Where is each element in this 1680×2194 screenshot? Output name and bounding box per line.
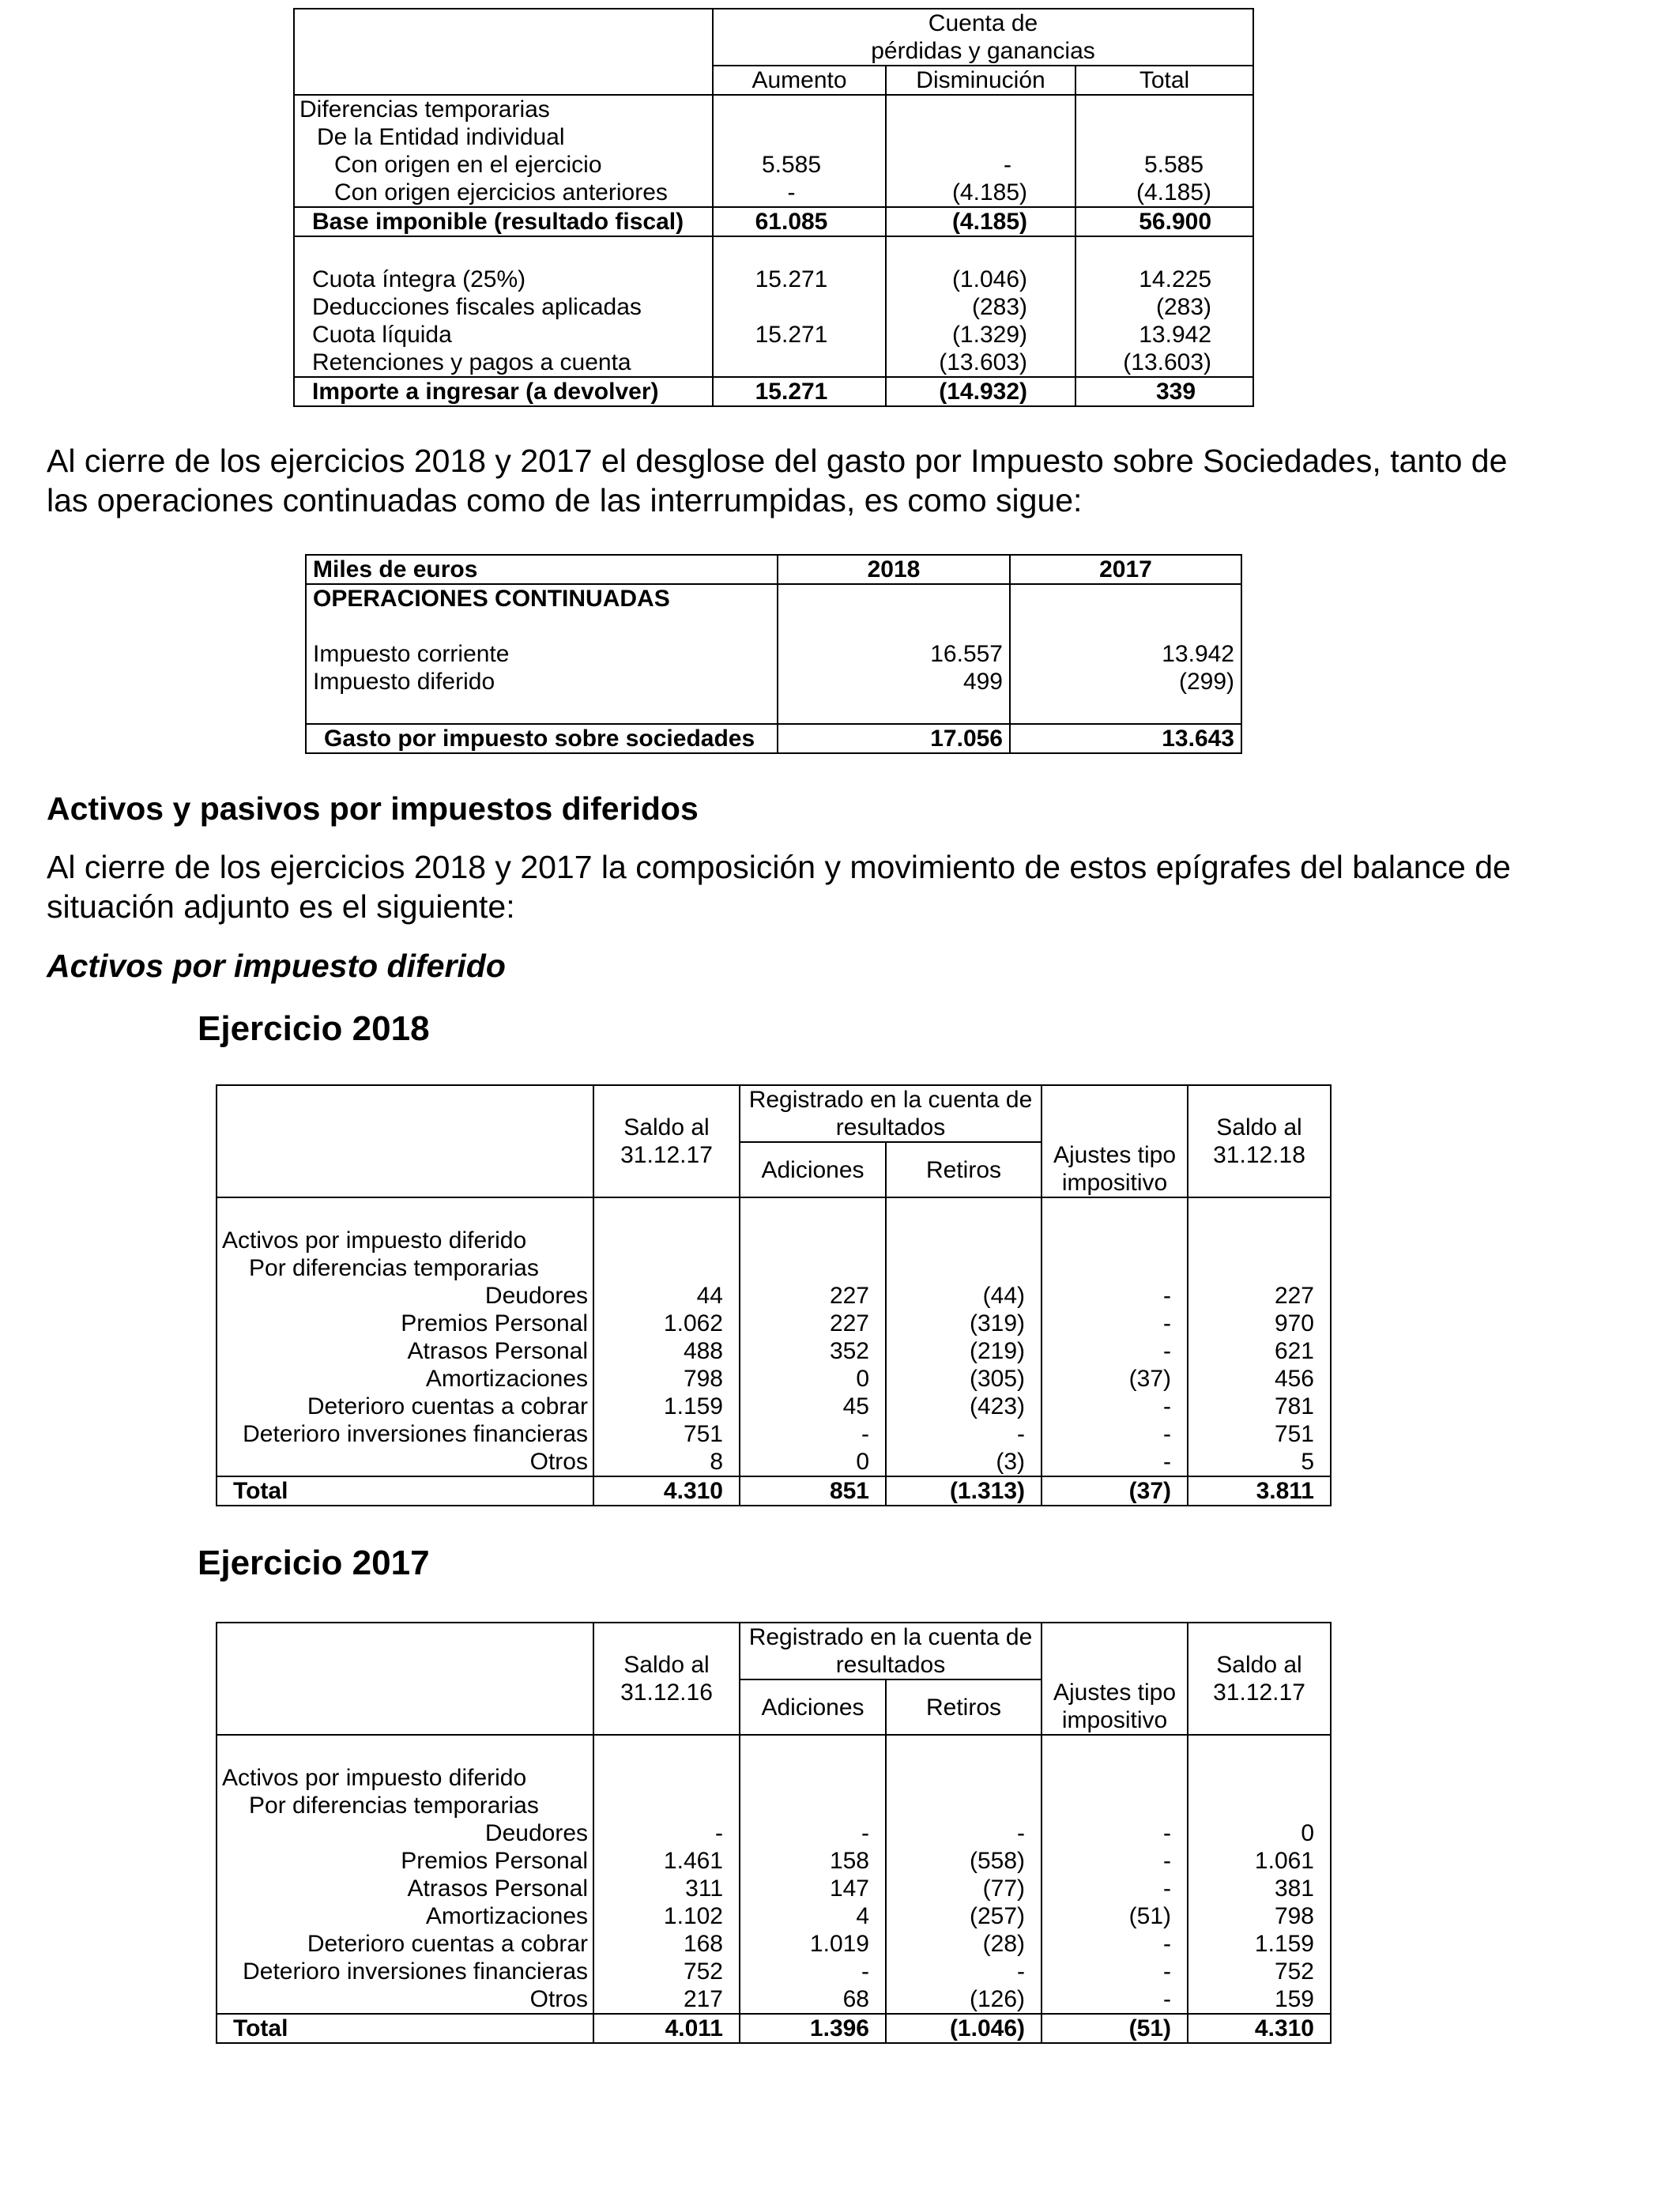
ej2017-ajustes-block: - - - (51) - - - <box>1042 1735 1188 2014</box>
ej2018-total-final: 3.811 <box>1188 1476 1331 1506</box>
deferred-assets-2017-table <box>216 1622 1332 2044</box>
table1-total-block: 5.585 (4.185) <box>1075 95 1253 207</box>
table2-total-2017: 13.643 <box>1010 724 1241 753</box>
ej2018-total-saldo: 4.310 <box>593 1476 740 1506</box>
table1-disminucion-block: - (4.185) <box>886 95 1075 207</box>
ej2018-saldo-block: 44 1.062 488 798 1.159 751 8 <box>593 1197 740 1476</box>
ej2017-total-saldo: 4.011 <box>593 2014 740 2043</box>
table1-importe-aumento: 15.271 <box>713 377 886 406</box>
ej2018-col-registrado: Registrado en la cuenta de resultados <box>740 1085 1042 1142</box>
ej2018-col-ajustes: Ajustes tipo impositivo <box>1042 1085 1188 1197</box>
ej2017-retiros-block: - (558) (77) (257) (28) - (126) <box>886 1735 1042 2014</box>
ej2017-total-final: 4.310 <box>1188 2014 1331 2043</box>
heading-activos-pasivos: Activos y pasivos por impuestos diferidos <box>47 790 699 827</box>
table2-total-2018: 17.056 <box>778 724 1010 753</box>
ej2017-total-label: Total <box>217 2014 593 2043</box>
heading-ejercicio-2018: Ejercicio 2018 <box>198 1009 430 1048</box>
ej2017-adiciones-block: - 158 147 4 1.019 - 68 <box>740 1735 886 2014</box>
ej2018-total-adiciones: 851 <box>740 1476 886 1506</box>
table1-cuota-aumento: 15.271 15.271 <box>713 236 886 377</box>
table1-cuota-disminucion: (1.046) (283) (1.329) (13.603) <box>886 236 1075 377</box>
ej2018-adiciones-block: 227 227 352 0 45 - 0 <box>740 1197 886 1476</box>
ej2018-total-label: Total <box>217 1476 593 1506</box>
ej2017-col-retiros: Retiros <box>886 1679 1042 1735</box>
paragraph-gasto: Al cierre de los ejercicios 2018 y 2017 el desglose del gasto por Impuesto sobre Sociedades, tanto de las operaciones continuadas como de las interrumpidas, es como sigue: <box>47 443 1508 518</box>
table1-base-label: Base imponible (resultado fiscal) <box>294 207 713 236</box>
table2-col-2017: 2017 <box>1010 555 1241 584</box>
ej2017-header-blank <box>217 1623 593 1735</box>
ej2017-col-saldo-ini: Saldo al 31.12.16 <box>593 1623 740 1735</box>
ej2017-final-block: 0 1.061 381 798 1.159 752 159 <box>1188 1735 1331 2014</box>
table1-base-disminucion: (4.185) <box>886 207 1075 236</box>
ej2018-col-adiciones: Adiciones <box>740 1142 886 1197</box>
deferred-assets-2018-table <box>216 1084 1332 1506</box>
ej2018-total-retiros: (1.313) <box>886 1476 1042 1506</box>
table2-total-label: Gasto por impuesto sobre sociedades <box>306 724 778 753</box>
table1-col-total: Total <box>1075 66 1253 95</box>
table2-labels-block: OPERACIONES CONTINUADAS Impuesto corriente Impuesto diferido <box>306 584 778 724</box>
table1-cuota-labels: Cuota íntegra (25%) Deducciones fiscales aplicadas Cuota líquida Retenciones y pagos a cuenta <box>294 236 713 377</box>
table2-header-label: Miles de euros <box>306 555 778 584</box>
ej2018-header-blank <box>217 1085 593 1197</box>
tax-base-table <box>293 8 1254 407</box>
tax-expense-table <box>305 554 1242 754</box>
table1-importe-total: 339 <box>1075 377 1253 406</box>
table2-col-2018: 2018 <box>778 555 1010 584</box>
ej2018-labels-block: Activos por impuesto diferido Por diferencias temporarias Deudores Premios Personal Atrasos Personal Amortizaciones Deterioro cuentas a cobrar Deterioro inversiones financieras Otros <box>217 1197 593 1476</box>
ej2017-total-retiros: (1.046) <box>886 2014 1042 2043</box>
ej2017-total-adiciones: 1.396 <box>740 2014 886 2043</box>
table1-aumento-block: 5.585 - <box>713 95 886 207</box>
table1-labels-block: Diferencias temporarias De la Entidad individual Con origen en el ejercicio Con origen ejercicios anteriores <box>294 95 713 207</box>
table1-base-aumento: 61.085 <box>713 207 886 236</box>
table1-col-disminucion: Disminución <box>886 66 1075 95</box>
ej2017-total-ajustes: (51) <box>1042 2014 1188 2043</box>
ej2017-col-saldo-fin: Saldo al 31.12.17 <box>1188 1623 1331 1735</box>
table1-header-group: Cuenta de pérdidas y ganancias <box>713 9 1253 66</box>
heading-activos-diferido: Activos por impuesto diferido <box>47 948 506 984</box>
table2-2018-block: 16.557 499 <box>778 584 1010 724</box>
table1-importe-label: Importe a ingresar (a devolver) <box>294 377 713 406</box>
table2-2017-block: 13.942 (299) <box>1010 584 1241 724</box>
ej2017-col-ajustes: Ajustes tipo impositivo <box>1042 1623 1188 1735</box>
ej2017-col-registrado: Registrado en la cuenta de resultados <box>740 1623 1042 1679</box>
ej2017-col-adiciones: Adiciones <box>740 1679 886 1735</box>
ej2017-saldo-block: - 1.461 311 1.102 168 752 217 <box>593 1735 740 2014</box>
ej2018-final-block: 227 970 621 456 781 751 5 <box>1188 1197 1331 1476</box>
paragraph-composicion: Al cierre de los ejercicios 2018 y 2017 la composición y movimiento de estos epígrafes del balance de situación adjunto es el siguiente: <box>47 849 1511 925</box>
ej2018-total-ajustes: (37) <box>1042 1476 1188 1506</box>
ej2018-retiros-block: (44) (319) (219) (305) (423) - (3) <box>886 1197 1042 1476</box>
table1-col-aumento: Aumento <box>713 66 886 95</box>
ej2018-col-saldo-ini: Saldo al 31.12.17 <box>593 1085 740 1197</box>
table1-cuota-total: 14.225 (283) 13.942 (13.603) <box>1075 236 1253 377</box>
table1-importe-disminucion: (14.932) <box>886 377 1075 406</box>
ej2018-ajustes-block: - - - (37) - - - <box>1042 1197 1188 1476</box>
ej2018-col-retiros: Retiros <box>886 1142 1042 1197</box>
ej2017-labels-block: Activos por impuesto diferido Por diferencias temporarias Deudores Premios Personal Atrasos Personal Amortizaciones Deterioro cuentas a cobrar Deterioro inversiones financieras Otros <box>217 1735 593 2014</box>
heading-ejercicio-2017: Ejercicio 2017 <box>198 1544 430 1582</box>
ej2018-col-saldo-fin: Saldo al 31.12.18 <box>1188 1085 1331 1197</box>
table1-header-blank <box>294 9 713 95</box>
table1-base-total: 56.900 <box>1075 207 1253 236</box>
